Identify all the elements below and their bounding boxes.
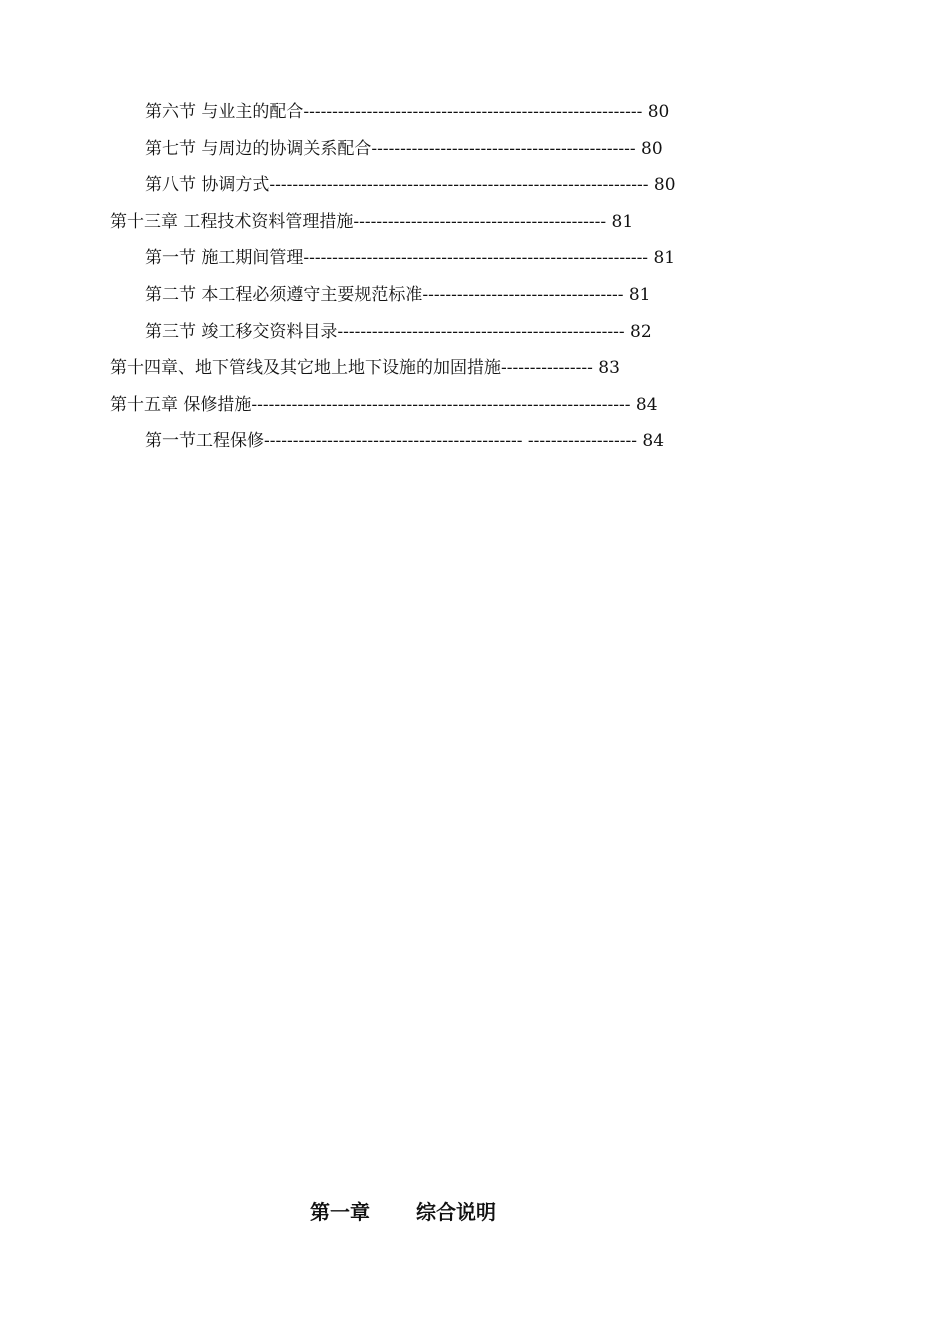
toc-entry[interactable] (110, 393, 735, 417)
toc-entry-text: 第八节 协调方式------------------------------------------------------------------ 80 (145, 175, 676, 195)
toc-entry[interactable] (110, 356, 735, 380)
toc-entry[interactable] (110, 210, 735, 234)
toc-entry-text: 第十四章、地下管线及其它地上地下设施的加固措施---------------- 83 (110, 358, 620, 378)
chapter-title: 综合说明 (416, 1200, 496, 1224)
toc-entry-text: 第一节工程保修--------------------------------------------- ------------------- 84 (145, 431, 665, 451)
toc-entry[interactable] (145, 320, 735, 344)
toc-entry-text: 第二节 本工程必须遵守主要规范标准----------------------------------- 81 (145, 285, 651, 305)
toc-entry[interactable] (145, 173, 735, 197)
chapter-number: 第一章 (310, 1200, 370, 1224)
toc-entry-text: 第六节 与业主的配合----------------------------------------------------------- 80 (145, 102, 670, 122)
toc-entry[interactable] (145, 137, 735, 161)
toc-entry-text: 第三节 竣工移交资料目录-------------------------------------------------- 82 (145, 322, 652, 342)
toc-entry[interactable] (145, 246, 735, 270)
toc-entry-text: 第十三章 工程技术资料管理措施-------------------------------------------- 81 (110, 212, 634, 232)
toc-entry-text: 第十五章 保修措施------------------------------------------------------------------ 84 (110, 395, 658, 415)
toc-entry[interactable] (145, 100, 735, 124)
chapter-heading (310, 1196, 496, 1225)
toc-entry-text: 第一节 施工期间管理------------------------------------------------------------ 81 (145, 248, 676, 268)
toc-entry-text: 第七节 与周边的协调关系配合---------------------------------------------- 80 (145, 139, 663, 159)
toc-entry[interactable] (145, 429, 735, 453)
toc-entry[interactable] (145, 283, 735, 307)
